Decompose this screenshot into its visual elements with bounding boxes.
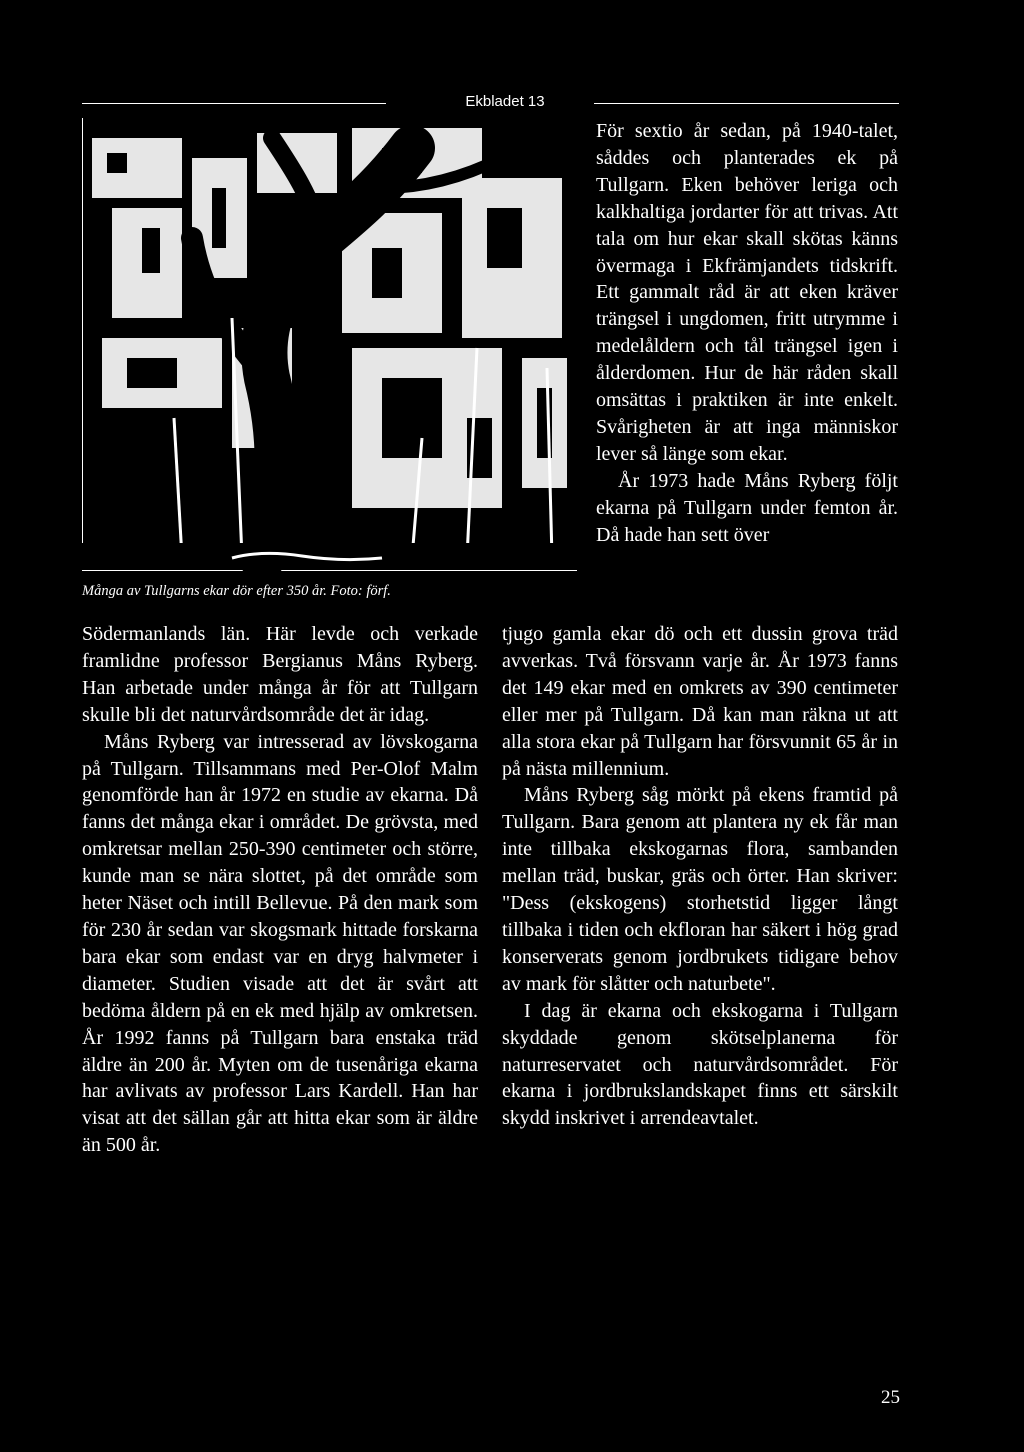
paragraph: Södermanlands län. Här levde och verkade framlidne professor Bergianus Måns Ryberg. Han arbetade under många år för att Tullgarn skulle bli det naturvårdsområde det är idag.	[82, 623, 478, 726]
paragraph: Måns Ryberg såg mörkt på ekens framtid på Tullgarn. Bara genom att plantera ny ek får man inte tillbaka ekskogarnas flora, sambanden mellan träd, buskar, gräs och örter. Han skriver: "Dess (ekskogens) storhetstid ligger långt tillbaka i tiden och ekfloran har säkert i hög grad konserverats genom jordbrukets tidigare behov av mark för slåtter och naturbete".	[502, 784, 898, 995]
article-column-left	[82, 621, 478, 1159]
page-number: 25	[881, 1387, 900, 1408]
paragraph: tjugo gamla ekar dö och ett dussin grova träd avverkas. Två försvann varje år. År 1973 fanns det 149 ekar med en omkrets av 390 centimeter eller mer på Tullgarn. Då kan man räkna ut att alla stora ekar på Tullgarn har försvunnit 65 år in på nästa millennium.	[502, 623, 898, 780]
article-column-right-top	[596, 118, 898, 549]
oak-tree-photo	[82, 118, 577, 576]
photo-caption: Många av Tullgarns ekar dör efter 350 år. Foto: förf.	[82, 583, 391, 599]
paragraph: I dag är ekarna och ekskogarna i Tullgarn skyddade genom skötselplanerna för naturreservatet och naturvårdsområdet. För ekarna i jordbrukslandskapet finns ett särskilt skydd inskrivet i arrendeavtalet.	[502, 999, 898, 1130]
running-header: Ekbladet 13	[465, 93, 545, 110]
paragraph: För sextio år sedan, på 1940-talet, såddes och planterades ek på Tullgarn. Eken behöver leriga och kalkhaltiga jordarter för att trivas. Att tala om hur ekar skall skötas känns övermaga i Ekfrämjandets tidskrift. Ett gammalt råd är att eken kräver trängsel i ungdomen, fritt utrymme i medelåldern och tål trängsel igen i ålderdomen. Hur de här råden skall omsättas i praktiken är inte enkelt. Svårigheten är att inga människor lever så länge som ekar.	[596, 120, 898, 465]
header-rule-right	[594, 103, 899, 104]
paragraph: År 1973 hade Måns Ryberg följt ekarna på Tullgarn under femton år. Då hade han sett över	[596, 469, 898, 546]
paragraph: Måns Ryberg var intresserad av lövskogarna på Tullgarn. Tillsammans med Per-Olof Malm genomförde han år 1972 en studie av ekarna. Då fanns det många ekar i området. De grövsta, med omkretsar mellan 250-390 centimeter och större, kunde man se nära slottet, på det område som heter Näset och intill Bellevue. På den mark som för 230 år sedan var skogsmark hittade forskarna bara ekar som endast var en dryg halvmeter i diameter. Studien visade att det är svårt att bedöma åldern på en ek med hjälp av omkretsen. År 1992 fanns på Tullgarn bara enstaka träd äldre än 200 år. Myten om de tusenåriga ekarna har avlivats av professor Lars Kardell. Han har visat att det sällan går att hitta ekar som är äldre än 500 år.	[82, 730, 478, 1157]
article-column-right-bottom	[502, 621, 898, 1132]
header-rule-left	[82, 103, 386, 104]
